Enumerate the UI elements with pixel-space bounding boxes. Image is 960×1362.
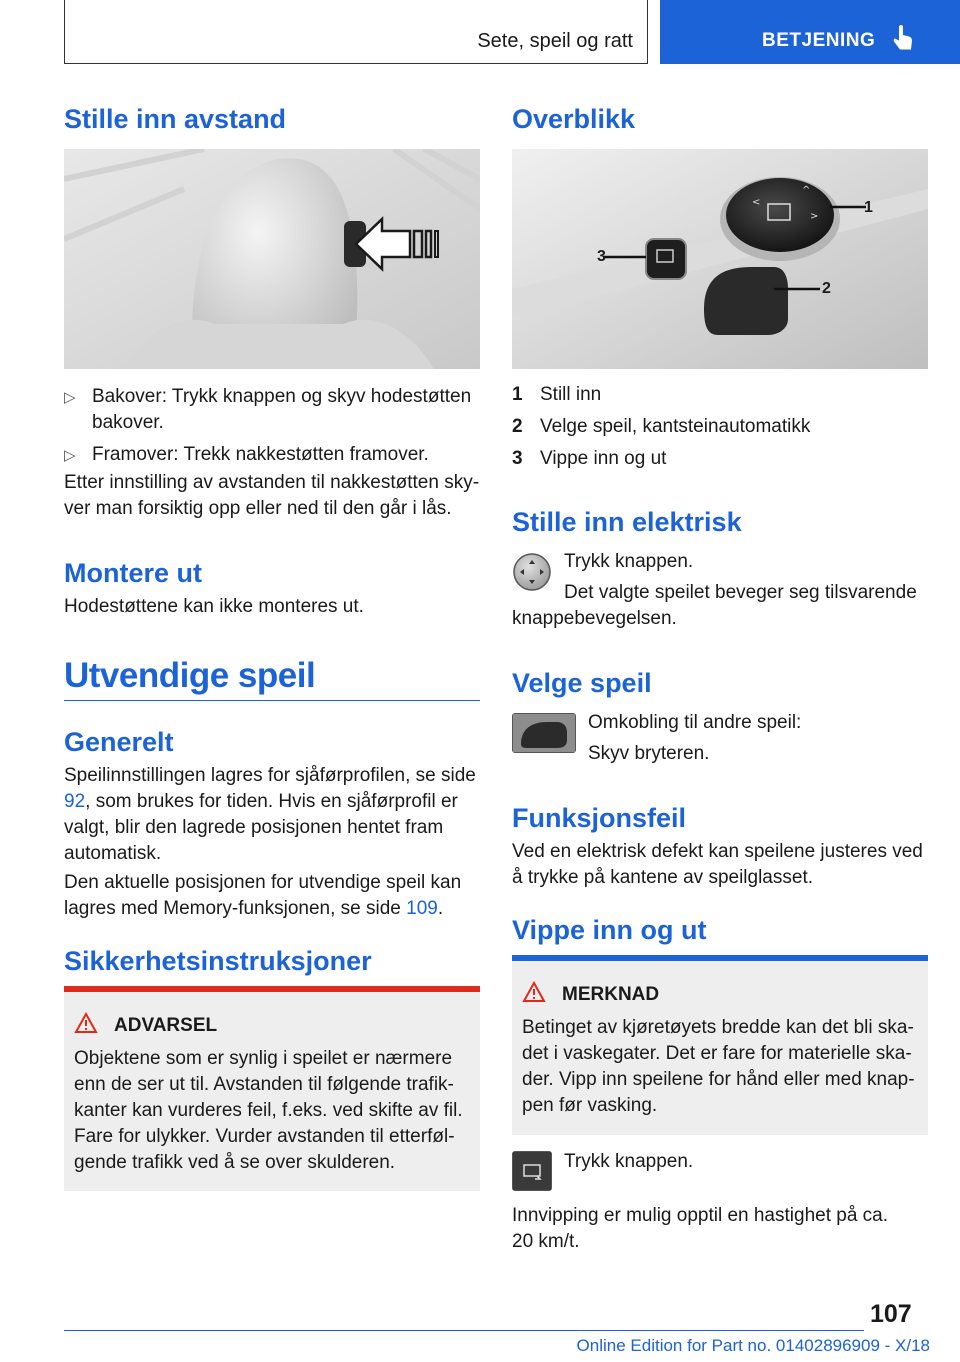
heading-safety: Sikkerhetsinstruksjoner	[64, 946, 372, 976]
electric-step-2: Det valgte speilet beveger seg tilsvarende knappebevegelsen.	[512, 582, 917, 629]
warning-header	[74, 1012, 470, 1040]
list-item: ▷ Framover: Trekk nakkestøtten framover.	[64, 442, 480, 469]
page-number: 107	[870, 1300, 912, 1328]
svg-text:^: ^	[802, 185, 811, 196]
svg-text:>: >	[810, 211, 819, 222]
triangle-bullet-icon: ▷	[64, 447, 76, 464]
heading-exterior-mirrors: Utvendige speil	[64, 656, 316, 695]
warning-text: Objektene som er synlig i speilet er nærmere enn de ser ut til. Avstanden til følgende trafikkanter kan vurderes feil, f.eks. ved skifte av fil. Fare for ulykker. Vurder avstanden til etterfølgende trafikk ved å se over skulderen.	[74, 1048, 463, 1173]
hand-pointer-icon	[892, 24, 914, 57]
svg-text:<: <	[752, 197, 761, 208]
fold-step-1: Trykk knappen.	[564, 1151, 694, 1172]
page-link-92[interactable]: 92	[64, 791, 86, 812]
mirror-controls-photo	[512, 149, 928, 369]
callout-1: 1	[864, 199, 873, 216]
mirror-switch-icon	[512, 713, 576, 753]
select-step-1: Omkobling til andre speil:	[588, 712, 802, 733]
note-header	[522, 981, 918, 1009]
section-title: Sete, speil og ratt	[477, 30, 633, 52]
warning-title: ADVARSEL	[114, 1015, 218, 1036]
general-paragraph-2: Den aktuelle posisjonen for utvendige speil kan lagres med Memory-funksjonen, se side 109.	[64, 872, 462, 919]
heading-overview: Overblikk	[512, 104, 636, 134]
note-box	[512, 955, 928, 1135]
triangle-bullet-icon: ▷	[64, 389, 76, 406]
heading-remove: Montere ut	[64, 558, 202, 588]
note-text: Betinget av kjøretøyets bredde kan det bli skadet i vaskegater. Det er fare for materielle skader. Vipp inn speilene for hånd eller med knappen før vasking.	[522, 1017, 915, 1116]
chapter-title: BETJENING	[762, 30, 876, 51]
warning-triangle-icon	[522, 981, 562, 1009]
heading-electric-adjust: Stille inn elektrisk	[512, 507, 742, 537]
overview-legend	[512, 379, 928, 475]
heading-general: Generelt	[64, 727, 174, 757]
callout-3: 3	[597, 248, 606, 265]
warning-triangle-icon	[74, 1012, 114, 1040]
warning-box	[64, 986, 480, 1191]
list-item: 1 Still inn	[512, 384, 602, 405]
heading-fold: Vippe inn og ut	[512, 915, 707, 945]
footer-edition: Online Edition for Part no. 01402896909 - X/18	[576, 1336, 930, 1355]
fold-button-icon	[512, 1151, 552, 1191]
list-item: 3 Vippe inn og ut	[512, 448, 667, 469]
callout-2: 2	[822, 280, 831, 297]
header-chapter-tab	[660, 0, 960, 64]
footer-divider	[64, 1330, 864, 1331]
distance-bullet-list	[64, 384, 480, 469]
heading-malfunction: Funksjonsfeil	[512, 803, 687, 833]
distance-paragraph: Etter innstilling av avstanden til nakkestøtten skyver man forsiktig opp eller ned til den går i lås.	[64, 472, 480, 519]
malfunction-paragraph: Ved en elektrisk defekt kan speilene justeres ved å trykke på kantene av speilglasset.	[512, 841, 923, 888]
list-item: 2 Velge speil, kantsteinautomatikk	[512, 416, 811, 437]
heading-set-distance: Stille inn avstand	[64, 104, 287, 134]
note-title: MERKNAD	[562, 984, 660, 1005]
fold-step-2: Innvipping er mulig opptil en hastighet på ca. 20 km/t.	[512, 1205, 889, 1252]
remove-paragraph: Hodestøttene kan ikke monteres ut.	[64, 596, 364, 617]
section-divider	[64, 700, 480, 701]
headrest-photo	[64, 149, 480, 369]
heading-select-mirror: Velge speil	[512, 668, 652, 698]
list-item: ▷ Bakover: Trykk knappen og skyv hodestøtten bakover.	[64, 384, 480, 436]
page-link-109[interactable]: 109	[406, 898, 438, 919]
header-section-tab	[64, 0, 648, 64]
general-paragraph-1: Speilinnstillingen lagres for sjåførprofilen, se side 92, som brukes for tiden. Hvis en sjåførprofil er valgt, blir den lagrede posisjonen hentet fram automatisk.	[64, 765, 476, 864]
select-step-2: Skyv bryteren.	[588, 743, 710, 764]
electric-step-1: Trykk knappen.	[564, 551, 694, 572]
